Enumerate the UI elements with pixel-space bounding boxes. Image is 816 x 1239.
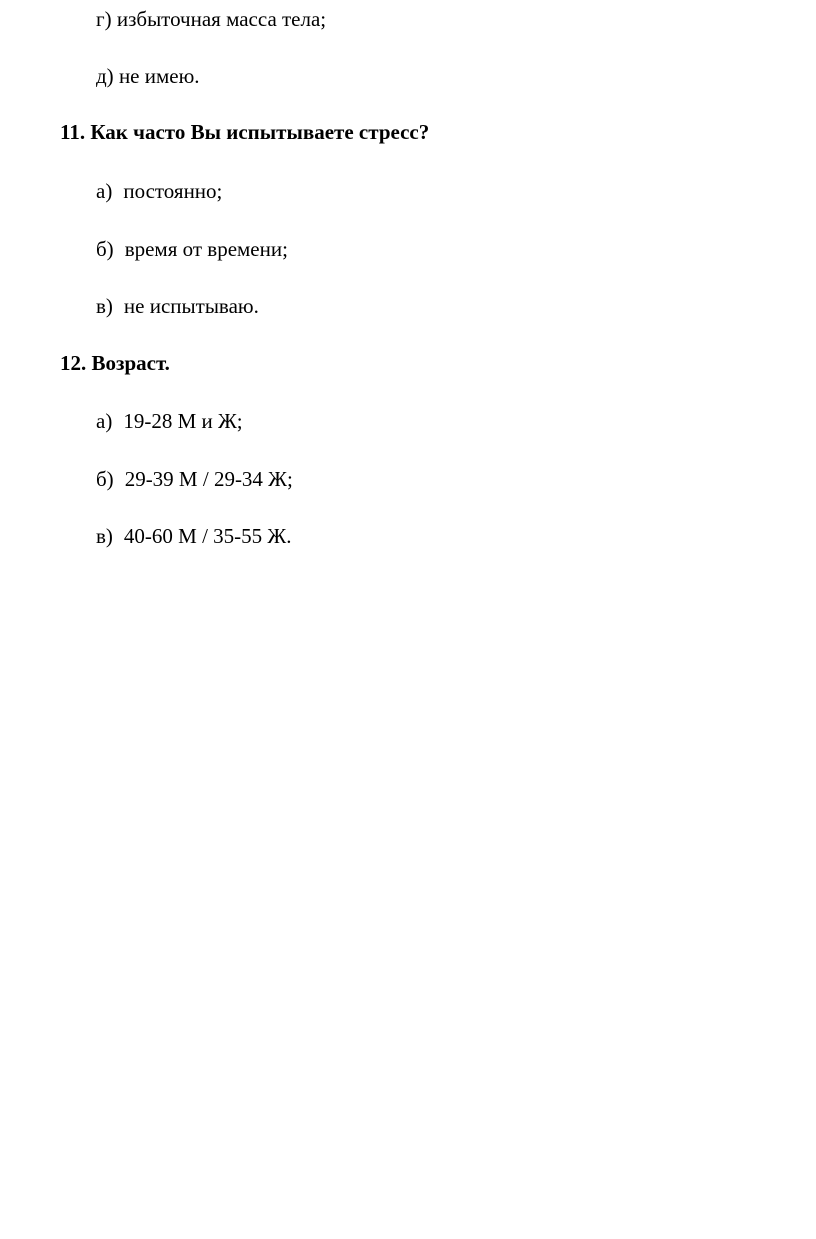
option-text: время от времени;: [124, 237, 288, 261]
option-marker: в): [96, 524, 113, 548]
option-text: постоянно;: [123, 179, 223, 203]
option-item: [96, 6, 326, 32]
option-marker: а): [96, 179, 113, 203]
question-title: Возраст.: [91, 351, 170, 375]
option-text: 19-28 М и Ж;: [123, 409, 243, 433]
option-marker: д): [96, 64, 114, 88]
option-item: [96, 408, 243, 434]
option-item: [96, 293, 259, 319]
option-text: не имею.: [118, 64, 200, 88]
option-marker: а): [96, 409, 113, 433]
question-heading: [60, 119, 429, 145]
option-item: [96, 63, 200, 89]
option-text: 40-60 М / 35-55 Ж.: [123, 524, 292, 548]
option-marker: б): [96, 237, 114, 261]
option-item: [96, 523, 291, 549]
question-heading: [60, 350, 170, 376]
option-text: 29-39 М / 29-34 Ж;: [124, 467, 293, 491]
option-item: [96, 236, 288, 262]
option-text: избыточная масса тела;: [116, 7, 327, 31]
question-title: Как часто Вы испытываете стресс?: [90, 120, 430, 144]
option-marker: б): [96, 467, 114, 491]
question-number: 11.: [60, 120, 86, 144]
option-marker: г): [96, 7, 112, 31]
option-item: [96, 178, 222, 204]
option-item: [96, 466, 293, 492]
option-marker: в): [96, 294, 113, 318]
option-text: не испытываю.: [123, 294, 259, 318]
question-number: 12.: [60, 351, 87, 375]
